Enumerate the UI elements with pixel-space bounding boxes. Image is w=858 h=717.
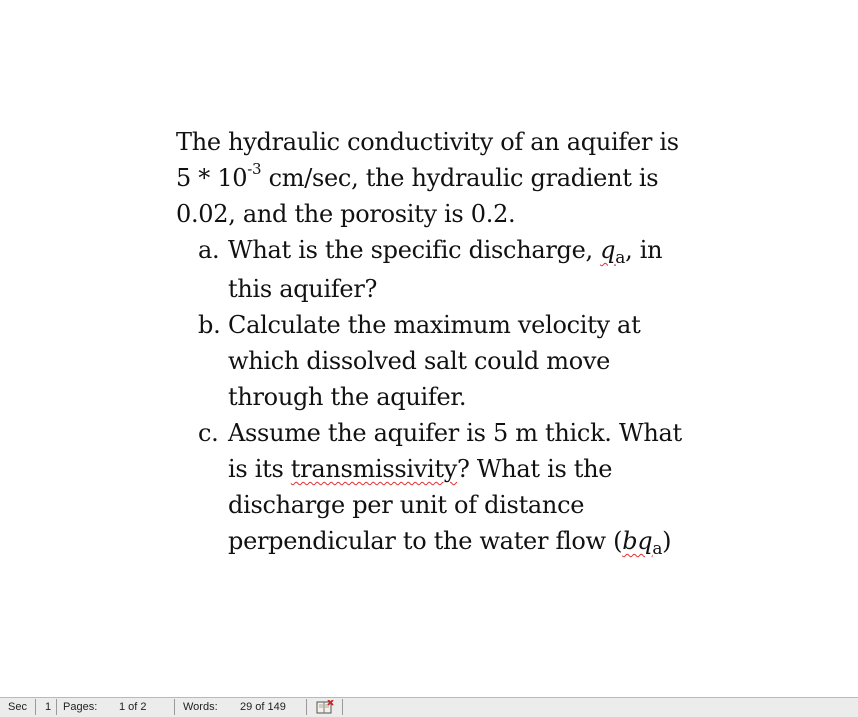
words-label: Words: — [183, 701, 218, 713]
list-item-a — [176, 232, 776, 307]
question-paragraph — [176, 124, 776, 232]
item-a-text-2: , in — [625, 236, 663, 264]
item-c-line-2-post: ? What is the — [456, 455, 613, 483]
item-c-line-4-post: ) — [662, 527, 672, 555]
status-divider — [56, 699, 57, 715]
discharge-variable — [622, 527, 663, 559]
status-divider — [342, 699, 343, 715]
item-b-line-3: through the aquifer. — [228, 383, 467, 411]
list-item-c — [176, 415, 776, 562]
para-line-2-pre: 5 * 10 — [176, 164, 248, 192]
section-value[interactable]: 1 — [45, 701, 52, 713]
misspelled-word[interactable]: transmissivity — [290, 455, 457, 483]
para-line-3: 0.02, and the porosity is 0.2. — [176, 200, 516, 228]
list-marker-c: c. — [198, 419, 219, 447]
var-q-subscript: a — [615, 248, 626, 268]
pages-value[interactable]: 1 of 2 — [119, 701, 147, 713]
words-value[interactable]: 29 of 149 — [240, 701, 286, 713]
pages-label: Pages: — [63, 701, 98, 713]
var-q: q — [600, 236, 616, 264]
status-divider — [174, 699, 175, 715]
specific-discharge-variable — [600, 236, 626, 268]
list-marker-a: a. — [198, 236, 220, 264]
spelling-check-book-icon[interactable] — [316, 700, 334, 714]
item-b-line-2: which dissolved salt could move — [228, 347, 611, 375]
item-a-text-1: What is the specific discharge, — [228, 236, 601, 264]
item-b-line-1: Calculate the maximum velocity at — [228, 311, 641, 339]
document-body[interactable] — [176, 124, 776, 562]
section-label: Sec — [8, 701, 27, 713]
list-item-b — [176, 307, 776, 415]
item-c-line-4-pre: perpendicular to the water flow ( — [228, 527, 623, 555]
item-c-line-3: discharge per unit of distance — [228, 491, 585, 519]
para-line-1: The hydraulic conductivity of an aquifer is — [176, 128, 679, 156]
item-c-line-1: Assume the aquifer is 5 m thick. What — [228, 419, 682, 447]
status-divider — [35, 699, 36, 715]
exponent: -3 — [247, 160, 262, 178]
status-divider — [306, 699, 307, 715]
var-bq: bq — [622, 527, 653, 555]
question-list — [176, 232, 776, 562]
list-marker-b: b. — [198, 311, 221, 339]
para-line-2-post: cm/sec, the hydraulic gradient is — [261, 164, 659, 192]
item-c-line-2-pre: is its — [228, 455, 291, 483]
status-bar — [0, 697, 858, 717]
item-a-text-3: this aquifer? — [228, 275, 378, 303]
var-bq-subscript: a — [652, 539, 663, 559]
